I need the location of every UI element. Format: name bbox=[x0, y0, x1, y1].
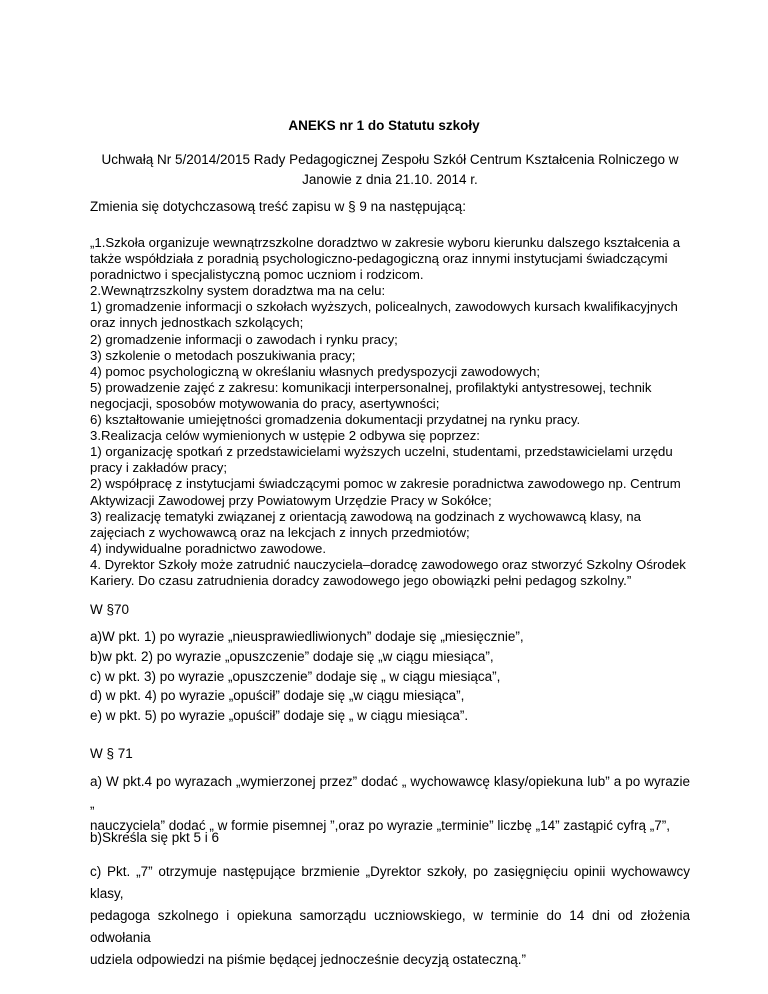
section-9-line: pracy i zakładów pracy; bbox=[90, 460, 228, 476]
subtitle-line: Janowie z dnia 21.10. 2014 r. bbox=[302, 172, 478, 187]
section-9-line: 4) indywidualne poradnictwo zawodowe. bbox=[90, 540, 327, 556]
document-title: ANEKS nr 1 do Statutu szkoły bbox=[288, 118, 480, 133]
section-9-line: Kariery. Do czasu zatrudnienia doradcy zawodowego jego obowiązki pełni pedagog szkolny.” bbox=[90, 572, 632, 588]
section-9-text bbox=[90, 235, 700, 589]
section-9-line: oraz innych jednostkach szkolących; bbox=[90, 315, 304, 331]
resolution-subtitle bbox=[90, 150, 690, 190]
section-9-line: 2) gromadzenie informacji o zawodach i rynku pracy; bbox=[90, 331, 398, 347]
section-9-line: Aktywizacji Zawodowej przy Powiatowym Urzędzie Pracy w Sokółce; bbox=[90, 492, 492, 508]
subtitle-line: Uchwałą Nr 5/2014/2015 Rady Pedagogicznej Zespołu Szkół Centrum Kształcenia Rolniczego w bbox=[101, 152, 679, 167]
section-9-line: 6) kształtowanie umiejętności gromadzenia dokumentacji przydatnej na rynku pracy. bbox=[90, 412, 581, 428]
section-71-c-line: pedagoga szkolnego i opiekuna samorządu uczniowskiego, w terminie do 14 dni od złożenia odwołania bbox=[90, 908, 690, 945]
section-9-line: 3.Realizacja celów wymienionych w ustępie 2 odbywa się poprzez: bbox=[90, 428, 480, 444]
section-9-line: „1.Szkoła organizuje wewnątrzszkolne doradztwo w zakresie wyboru kierunku dalszego kształcenia a bbox=[90, 235, 681, 250]
section-71-c-line: c) Pkt. „7” otrzymuje następujące brzmienie „Dyrektor szkoły, po zasięgnięciu opinii wychowawcy klasy, bbox=[90, 864, 690, 901]
section-71-a-line: a) W pkt.4 po wyrazach „wymierzonej przez” dodać „ wychowawcę klasy/opiekuna lub” a po wyrazie „ bbox=[90, 774, 690, 811]
section-70-heading: W §70 bbox=[90, 602, 130, 617]
section-70-item: c) w pkt. 3) po wyrazie „opuszczenie” dodaje się „ w ciągu miesiąca”, bbox=[90, 668, 501, 684]
section-71-c-line: udziela odpowiedzi na piśmie będącej jednocześnie decyzją ostateczną.” bbox=[90, 952, 527, 967]
section-71-heading: W § 71 bbox=[90, 746, 133, 761]
intro-paragraph: Zmienia się dotychczasową treść zapisu w § 9 na następującą: bbox=[90, 199, 466, 214]
section-9-line: 5) prowadzenie zajęć z zakresu: komunikacji interpersonalnej, profilaktyki antystresowej, technik bbox=[90, 379, 652, 395]
section-70-item: e) w pkt. 5) po wyrazie „opuścił” dodaje się „ w ciągu miesiąca”. bbox=[90, 708, 469, 724]
section-9-line: 1) gromadzenie informacji o szkołach wyższych, policealnych, zawodowych kursach kwalifikacyjnych bbox=[90, 299, 678, 315]
section-9-line: 2.Wewnątrzszkolny system doradztwa ma na celu: bbox=[90, 283, 386, 299]
section-70-item: d) w pkt. 4) po wyrazie „opuścił” dodaje się „w ciągu miesiąca”, bbox=[90, 688, 465, 704]
section-70-item: a)W pkt. 1) po wyrazie „nieusprawiedliwionych” dodaje się „miesięcznie”, bbox=[90, 629, 524, 644]
section-9-line: poradnictwo i specjalistyczną pomoc uczniom i rodzicom. bbox=[90, 267, 424, 283]
section-9-line: 3) realizację tematyki związanej z orientacją zawodową na godzinach z wychowawcą klasy, na bbox=[90, 508, 641, 524]
section-9-line: 3) szkolenie o metodach poszukiwania pracy; bbox=[90, 347, 356, 363]
section-70-list bbox=[90, 627, 524, 726]
section-9-line: negocjacji, sposobów motywowania do pracy, asertywności; bbox=[90, 395, 440, 411]
section-9-line: 4) pomoc psychologiczną w określaniu własnych predyspozycji zawodowych; bbox=[90, 363, 541, 379]
section-9-line: 4. Dyrektor Szkoły może zatrudnić nauczyciela–doradcę zawodowego oraz stworzyć Szkolny Ośrodek bbox=[90, 556, 686, 572]
section-71-point-b: b)Skreśla się pkt 5 i 6 bbox=[90, 830, 220, 845]
section-9-line: 2) współpracę z instytucjami świadczącymi pomoc w zakresie poradnictwa zawodowego np. Centrum bbox=[90, 476, 681, 492]
section-9-line: 1) organizację spotkań z przedstawicielami wyższych uczelni, studentami, przedstawicielami urzędu bbox=[90, 444, 673, 460]
section-71-a-line: nauczyciela” dodać „ w formie pisemnej ”,oraz po wyrazie „terminie” liczbę „14” zastąpić cyfrą „7”, bbox=[90, 818, 670, 833]
section-9-line: także współdziała z poradnią psychologiczno-pedagogiczną oraz innymi instytucjami świadczącymi bbox=[90, 251, 668, 267]
section-71-point-c bbox=[90, 861, 690, 971]
section-70-item: b)w pkt. 2) po wyrazie „opuszczenie” dodaje się „w ciągu miesiąca”, bbox=[90, 648, 494, 664]
section-9-line: zajęciach z wychowawcą oraz na lekcjach z innych przedmiotów; bbox=[90, 524, 470, 540]
